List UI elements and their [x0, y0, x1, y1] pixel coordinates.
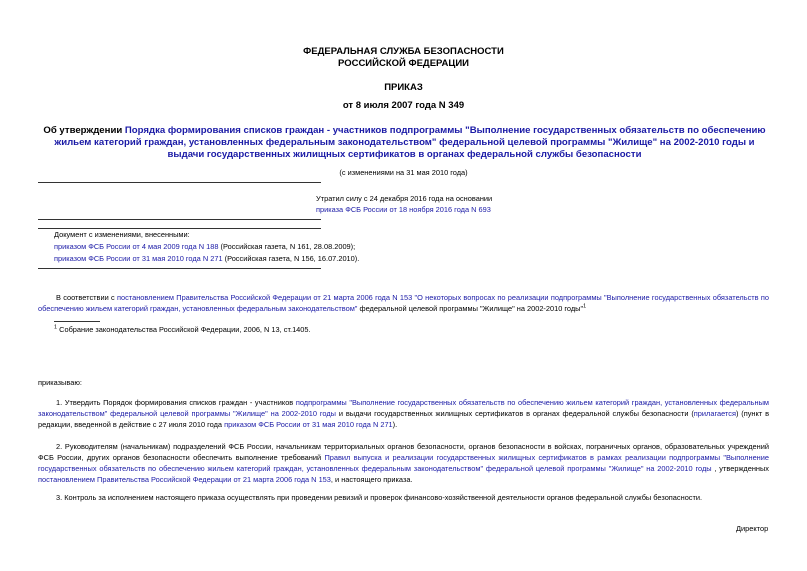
agency-name-line1: ФЕДЕРАЛЬНАЯ СЛУЖБА БЕЗОПАСНОСТИ: [303, 46, 504, 57]
item1-mid: и выдачи государственных жилищных сертификатов в органах федеральной службы безопасности (: [335, 409, 694, 418]
amendment-2-source: (Российская газета, N 156, 16.07.2010).: [222, 254, 360, 263]
document-title: [36, 125, 773, 161]
item2-end: , и настоящего приказа.: [330, 475, 413, 484]
footnote-ref[interactable]: 1: [583, 303, 587, 310]
item2-decree-link[interactable]: постановлением Правительства Российской Федерации от 21 марта 2006 года N 153: [38, 475, 331, 484]
item2-start: 2. Руководителям (начальникам) подразделений ФСБ России, начальникам территориальных органов безопасности, органов безопасности в войсках, пограничных органов, образовательных учреждений ФСБ России, других органов безопасности обеспечить выполнение требований: [38, 442, 769, 462]
signature-title: Директор: [736, 524, 769, 533]
amendments-block: [54, 229, 614, 264]
preamble-end: федеральной целевой программы "Жилище" на 2002-2010 годы": [357, 304, 584, 313]
expired-line: Утратил силу с 24 декабря 2016 года на основании: [316, 194, 493, 203]
separator-line: [38, 268, 321, 269]
amendment-1-source: (Российская газета, N 161, 28.08.2009);: [218, 242, 356, 251]
footnote: [54, 324, 311, 335]
preamble-start: В соответствии с: [56, 293, 117, 302]
footnote-text: Собрание законодательства Российской Федерации, 2006, N 13, ст.1405.: [57, 325, 311, 334]
changes-note: (с изменениями на 31 мая 2010 года): [339, 168, 468, 177]
doc-type: ПРИКАЗ: [384, 82, 423, 93]
order-word: приказываю:: [38, 378, 82, 387]
preamble-decree-link[interactable]: постановлением Правительства Российской Федерации от 21 марта 2006 года N 153 "О некоторых вопросах по реализации подпрограммы "Выполнение государственных обязательств по обеспечению жильем категорий граждан, установленных федеральным законодательством": [38, 293, 769, 313]
separator-line: [38, 182, 321, 183]
footnote-mark: 1: [54, 324, 58, 331]
amendment-1-link[interactable]: приказом ФСБ России от 4 мая 2009 года N 188: [54, 242, 219, 251]
item1-end: ).: [392, 420, 398, 429]
agency-name-line2: РОССИЙСКОЙ ФЕДЕРАЦИИ: [337, 58, 469, 69]
amendments-intro: Документ с изменениями, внесенными:: [54, 230, 190, 239]
separator-line: [38, 219, 321, 220]
footnote-separator: [54, 321, 100, 322]
item2-mid: , утвержденных: [711, 464, 769, 473]
expired-link[interactable]: приказа ФСБ России от 18 ноября 2016 года N 693: [316, 205, 491, 214]
item1-mid2: ) (пункт в редакции, введенной в действие с 27 июля 2010 года: [38, 409, 769, 429]
title-prefix: Об утверждении: [43, 125, 125, 136]
expired-notice: [316, 193, 492, 215]
item1-attached-link[interactable]: прилагается: [693, 409, 736, 418]
order-item-2: [38, 441, 769, 485]
order-item-1: [38, 397, 769, 430]
item2-rules-link[interactable]: Правил выпуска и реализации государственных жилищных сертификатов в рамках реализации подпрограммы "Выполнение государственных обязательств по обеспечению жильем категорий граждан, установленных федеральным законодательством" федеральной целевой программы "Жилище" на 2002-2010 годы: [38, 453, 770, 473]
preamble: [38, 292, 769, 314]
item1-order-link[interactable]: приказом ФСБ России от 31 мая 2010 года N 271: [224, 420, 393, 429]
doc-date-number: от 8 июля 2007 года N 349: [342, 100, 465, 111]
order-item-3: 3. Контроль за исполнением настоящего приказа осуществлять при проведении ревизий и проверок финансово-хозяйственной деятельности органов федеральной службы безопасности.: [56, 493, 703, 502]
title-link[interactable]: Порядка формирования списков граждан - участников подпрограммы "Выполнение государственных обязательств по обеспечению жильем категорий граждан, установленных федеральным законодательством" федеральной целевой программы "Жилище" на 2002-2010 годы и выдачи государственных жилищных сертификатов в органах федеральной службы безопасности: [54, 125, 766, 160]
item1-start: 1. Утвердить Порядок формирования списков граждан - участников: [56, 398, 296, 407]
amendment-2-link[interactable]: приказом ФСБ России от 31 мая 2010 года N 271: [54, 254, 223, 263]
item1-subprogram-link[interactable]: подпрограммы "Выполнение государственных обязательств по обеспечению жильем категорий граждан, установленных федеральным законодательством" федеральной целевой программы "Жилище" на 2002-2010 годы: [38, 398, 769, 418]
